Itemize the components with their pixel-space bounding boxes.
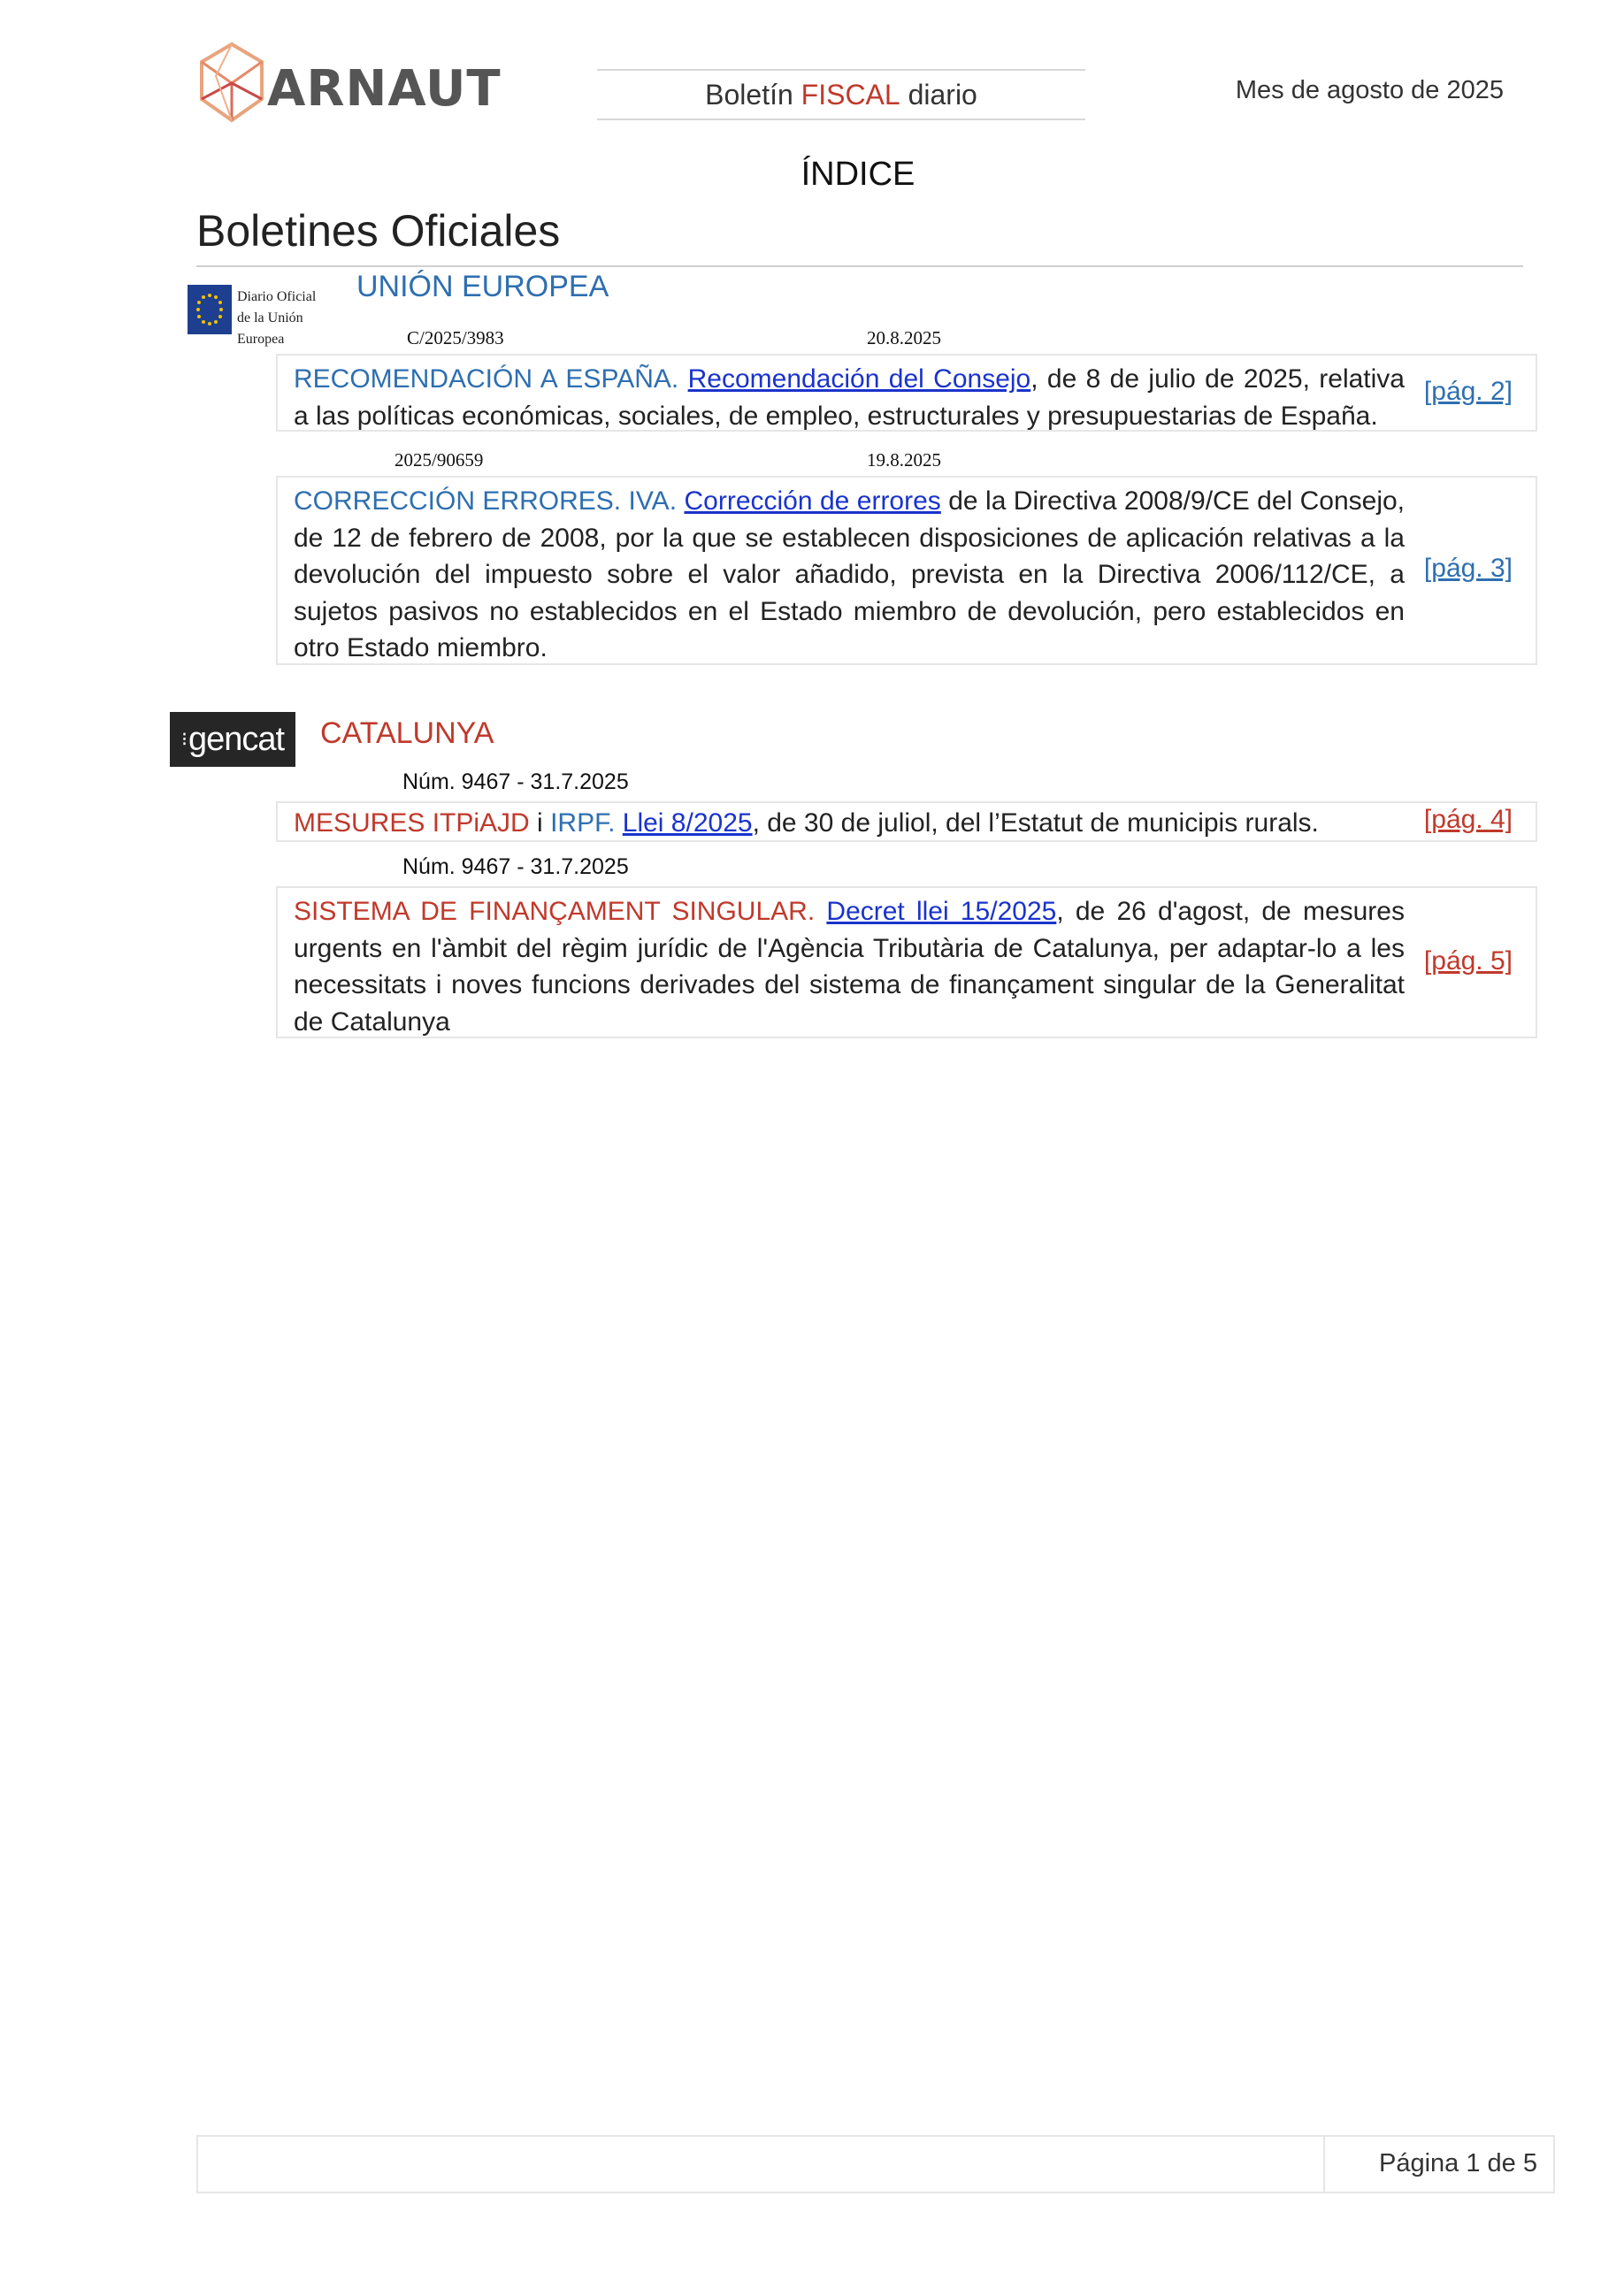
bulletin-title-prefix: Boletín [705,78,801,111]
entry-page-link[interactable]: [pág. 5] [1423,946,1513,976]
entry-number: Núm. 9467 - 31.7.2025 [402,854,629,879]
region-heading-eu: UNIÓN EUROPEA [356,270,609,303]
entry-page-link[interactable]: [pág. 2] [1423,377,1513,406]
eu-logo-line2: de la Unión Europea [237,310,303,347]
bulletin-title [597,69,1085,120]
entry-page-link[interactable]: [pág. 3] [1423,554,1513,583]
entry-link[interactable]: Recomendación del Consejo [687,364,1031,394]
gencat-logo-text: gencat [188,720,285,758]
entry-page-link[interactable]: [pág. 4] [1423,805,1513,834]
section-title: Boletines Oficiales [196,206,561,256]
entry-topic: MESURES ITPiAJD [294,808,530,838]
entry-topic: RECOMENDACIÓN A ESPAÑA [294,364,671,394]
entry-text: SISTEMA DE FINANÇAMENT SINGULAR. Decret llei 15/2025, de 26 d'agost, de mesures urgents en l'àmbit del règim jurídic de l'Agència Tributària de Catalunya, per adaptar-lo a les necessitats i noves funcions derivades del sistema de finançament singular de la Generalitat de Catalunya [294,897,1405,1037]
gencat-logo [170,712,295,767]
entry-text: CORRECCIÓN ERRORES. IVA. Corrección de errores de la Directiva 2008/9/CE del Consejo, de 12 de febrero de 2008, por la que se establecen disposiciones de aplicación relativas a la devolución del impuesto sobre el valor añadido, prevista en la Directiva 2006/112/CE, a sujetos pasivos no establecidos en el Estado miembro de devolución, pero establecidos en otro Estado miembro. [294,486,1405,662]
index-title: ÍNDICE [801,156,915,193]
entry-date: 20.8.2025 [867,327,941,348]
entry-joiner: i [529,808,551,838]
entry-description: de la Directiva 2008/9/CE del Consejo, de 12 de febrero de 2008, por la que se establecen disposiciones de aplicación relativas a la devolución del impuesto sobre el valor añadido, prevista en la Directiva 2006/112/CE, a sujetos pasivos no establecidos en el Estado miembro de devolución, pero establecidos en otro Estado miembro. [294,486,1405,662]
entry-date: 19.8.2025 [867,449,941,471]
eu-logo-line1: Diario Oficial [237,289,317,304]
bulletin-entry [276,476,1537,665]
page-footer [196,2135,1555,2193]
entry-description: , de 30 de juliol, del l’Estatut de municipis rurals. [752,808,1319,838]
entry-link[interactable]: Llei 8/2025 [622,808,753,838]
entry-number: 2025/90659 [395,449,484,471]
bulletin-title-suffix: diario [900,78,977,111]
logo-mark-icon [196,41,267,126]
footer-divider [1323,2137,1325,2192]
company-logo [196,41,502,129]
entry-description: , de 8 de julio de 2025, relativa a las políticas económicas, sociales, de empleo, estructurales y presupuestarias de España. [294,364,1405,431]
entry-text: RECOMENDACIÓN A ESPAÑA. Recomendación del Consejo, de 8 de julio de 2025, relativa a las políticas económicas, sociales, de empleo, estructurales y presupuestarias de España. [294,364,1405,431]
eu-flag-icon [188,285,232,334]
logo-text: ARNAUT [267,60,502,118]
entry-topic: CORRECCIÓN ERRORES. IVA [294,486,670,516]
bulletin-entry [276,354,1537,432]
section-divider [196,265,1523,267]
gencat-dots-icon: ⁝ [180,728,187,750]
entry-topic-secondary: IRPF [550,808,609,838]
entry-link[interactable]: Decret llei 15/2025 [826,897,1057,926]
page-number: Página 1 de 5 [1379,2149,1537,2177]
entry-number: Núm. 9467 - 31.7.2025 [402,769,629,794]
bulletin-entry [276,886,1537,1038]
entry-link[interactable]: Corrección de errores [684,486,941,516]
entry-topic: SISTEMA DE FINANÇAMENT SINGULAR [294,897,808,926]
bulletin-entry [276,801,1537,842]
entry-number: C/2025/3983 [407,327,504,348]
bulletin-title-accent: FISCAL [801,78,900,111]
entry-text: MESURES ITPiAJD i IRPF. Llei 8/2025, de 30 de juliol, del l’Estatut de municipis rurals. [294,808,1319,838]
entry-description: , de 26 d'agost, de mesures urgents en l'àmbit del règim jurídic de l'Agència Tributària de Catalunya, per adaptar-lo a les necessitats i noves funcions derivades del sistema de finançament singular de la Generalitat de Catalunya [294,897,1405,1037]
header-month: Mes de agosto de 2025 [1235,76,1504,104]
eu-journal-logo [188,285,329,347]
region-heading-catalunya: CATALUNYA [320,716,494,750]
